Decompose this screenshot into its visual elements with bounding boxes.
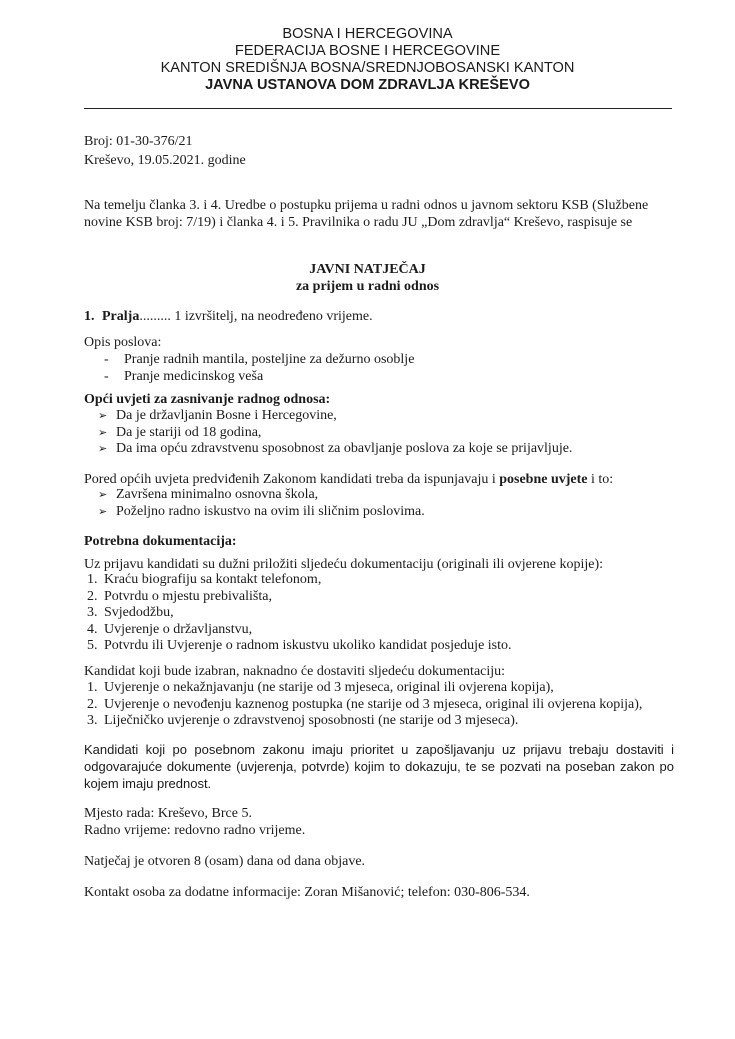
contact-info: Kontakt osoba za dodatne informacije: Zoran Mišanović; telefon: 030-806-534. (84, 885, 530, 900)
selected-candidate-list (84, 680, 642, 730)
list-item: - Pranje medicinskog veša (104, 368, 264, 384)
position-line (84, 308, 373, 325)
arrow-bullet-icon: ➢ (98, 488, 108, 501)
arrow-bullet-icon: ➢ (98, 504, 108, 518)
reference-number: Broj: 01-30-376/21 (84, 134, 193, 149)
list-item: 3. Liječničko uvjerenje o zdravstvenoj sposobnosti (ne starije od 3 mjeseca). (87, 713, 519, 728)
list-item: 2. Potvrdu o mjestu prebivališta, (87, 588, 272, 604)
selected-candidate-intro: Kandidat koji bude izabran, naknadno će dostaviti sljedeću dokumentaciju: (84, 664, 506, 679)
letterhead-institution: JAVNA USTANOVA DOM ZDRAVLJA KREŠEVO (205, 77, 530, 93)
document-subtitle: za prijem u radni odnos (295, 279, 440, 294)
header-divider (84, 108, 672, 109)
arrow-bullet-icon: ➢ (98, 409, 108, 422)
working-hours: Radno vrijeme: redovno radno vrijeme. (84, 823, 306, 838)
position-number: 1. (84, 309, 95, 324)
document-title: JAVNI NATJEČAJ (309, 262, 426, 277)
general-conditions-heading: Opći uvjeti za zasnivanje radnog odnosa: (84, 392, 331, 407)
job-description-list (84, 352, 414, 385)
arrow-bullet-icon: ➢ (98, 425, 108, 439)
intro-paragraph: Na temelju članka 3. i 4. Uredbe o postupku prijema u radni odnos u javnom sektoru KSB (Službene novine KSB broj: 7/19) i članka 4. i 5. Pravilnika o radu JU „Dom zdravlja“ Kreševo, raspisuje se (84, 198, 649, 230)
list-item: ➢ Da je stariji od 18 godina, (98, 424, 262, 440)
position-name: Pralja (102, 309, 140, 324)
letterhead-federation: FEDERACIJA BOSNE I HERCEGOVINE (234, 43, 501, 59)
list-item: 1. Kraću biografiju sa kontakt telefonom, (87, 572, 322, 587)
job-description-heading: Opis poslova: (84, 335, 162, 350)
special-conditions-intro: Pored općih uvjeta predviđenih Zakonom kandidati treba da ispunjavaju i posebne uvjete i to: (84, 472, 614, 487)
list-item: - Pranje radnih mantila, posteljine za dežurno osoblje (104, 352, 415, 367)
arrow-bullet-icon: ➢ (98, 442, 108, 455)
list-item: 5. Potvrdu ili Uvjerenje o radnom iskustvu ukoliko kandidat posjeduje isto. (87, 638, 512, 653)
letterhead (0, 26, 735, 94)
list-item: 3. Svjedodžbu, (87, 605, 174, 620)
position-details: ......... 1 izvršitelj, na neodređeno vrijeme. (139, 309, 373, 324)
general-conditions-list (98, 408, 572, 458)
letterhead-country: BOSNA I HERCEGOVINA (282, 26, 453, 42)
list-item: ➢ Da je državljanin Bosne i Hercegovine, (98, 408, 337, 423)
documentation-list (84, 572, 512, 655)
list-item: 2. Uvjerenje o nevođenju kaznenog postupka (ne starije od 3 mjeseca, original ili ovjerena kopija), (87, 696, 643, 712)
priority-paragraph: Kandidati koji po posebnom zakonu imaju prioritet u zapošljavanju uz prijavu trebaju dostaviti i odgovarajuće dokumente (uvjerenja, potvrde) kojim to dokazuju, te se pozvati na poseban zakon po kojem imaju prednost. (84, 742, 674, 791)
place-and-date: Kreševo, 19.05.2021. godine (84, 153, 246, 168)
documentation-heading: Potrebna dokumentacija: (84, 534, 237, 549)
list-item: ➢ Da ima opću zdravstvenu sposobnost za obavljanje poslova za koje se prijavljuje. (98, 441, 573, 456)
special-conditions-list (98, 487, 425, 520)
list-item: ➢ Završena minimalno osnovna škola, (98, 487, 319, 502)
competition-duration: Natječaj je otvoren 8 (osam) dana od dana objave. (84, 854, 366, 869)
documentation-intro: Uz prijavu kandidati su dužni priložiti sljedeću dokumentaciju (originali ili ovjerene kopije): (84, 557, 604, 572)
list-item: 1. Uvjerenje o nekažnjavanju (ne starije od 3 mjeseca, original ili ovjerena kopija), (87, 680, 554, 695)
letterhead-canton: KANTON SREDIŠNJA BOSNA/SREDNJOBOSANSKI KANTON (160, 60, 575, 76)
work-location: Mjesto rada: Kreševo, Brce 5. (84, 806, 252, 821)
list-item: 4. Uvjerenje o državljanstvu, (87, 621, 253, 637)
list-item: ➢ Poželjno radno iskustvo na ovim ili sličnim poslovima. (98, 503, 425, 519)
